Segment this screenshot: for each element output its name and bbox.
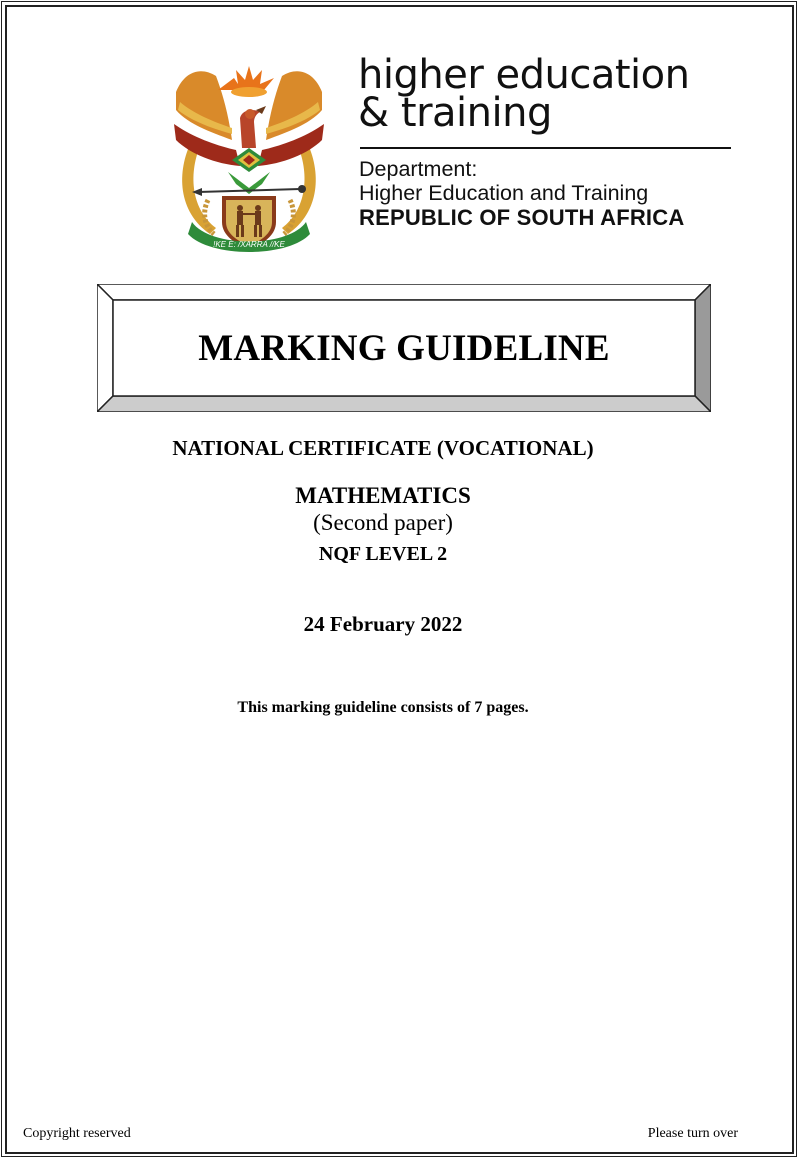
footer-turn-over: Please turn over xyxy=(647,1126,738,1141)
certificate-name: NATIONAL CERTIFICATE (VOCATIONAL) xyxy=(172,436,594,460)
subject-name: MATHEMATICS xyxy=(295,483,471,508)
paper-number: (Second paper) xyxy=(313,510,453,535)
document-title: MARKING GUIDELINE xyxy=(198,327,610,369)
brand-line-higher-education: higher education xyxy=(358,52,690,98)
brand-line-training: & training xyxy=(358,90,552,136)
nqf-level: NQF LEVEL 2 xyxy=(318,543,448,565)
page-count-note: This marking guideline consists of 7 pages. xyxy=(237,699,529,716)
department-block xyxy=(359,157,684,230)
brand-divider xyxy=(360,147,731,149)
svg-text:!KE E: /XARRA //KE: !KE E: /XARRA //KE xyxy=(213,240,285,249)
coat-of-arms-icon xyxy=(170,62,328,252)
exam-date: 24 February 2022 xyxy=(303,612,463,636)
country-name: REPUBLIC OF SOUTH AFRICA xyxy=(359,205,685,230)
brand-wordmark xyxy=(358,52,738,136)
footer-copyright: Copyright reserved xyxy=(23,1126,131,1141)
department-label: Department: xyxy=(359,157,478,181)
department-name: Higher Education and Training xyxy=(359,181,649,205)
